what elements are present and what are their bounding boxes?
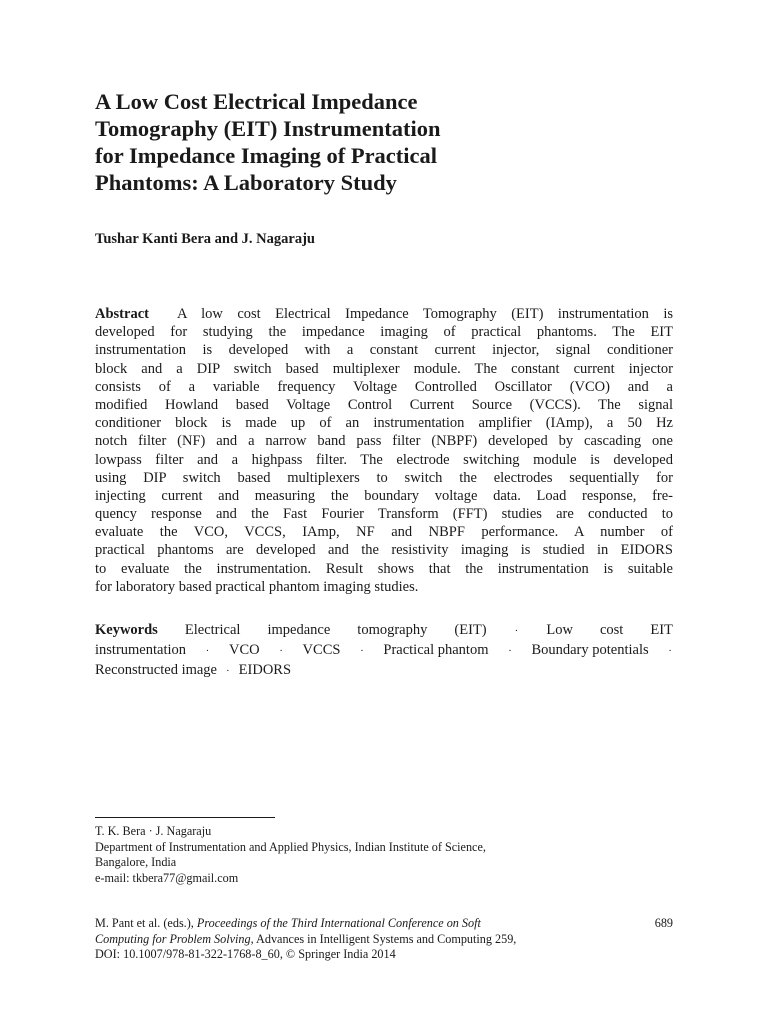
author-list: Tushar Kanti Bera and J. Nagaraju <box>95 231 315 247</box>
keyword-separator: · <box>226 665 230 677</box>
title-line: Phantoms: A Laboratory Study <box>95 170 397 195</box>
citation-series-rest: , Advances in Intelligent Systems and Computing 259, <box>250 931 517 946</box>
title-line: A Low Cost Electrical Impedance <box>95 89 418 114</box>
keyword-separator: · <box>514 625 519 637</box>
keyword-separator: · <box>508 645 512 657</box>
page-number: 689 <box>654 916 673 930</box>
keyword-word: Practical phantom <box>383 642 489 658</box>
citation-line <box>95 916 673 932</box>
keyword-word: cost <box>599 622 624 638</box>
keywords-line <box>95 640 673 660</box>
abstract <box>95 305 673 596</box>
keyword-word: EIDORS <box>238 662 292 678</box>
abstract-line: injecting current and measuring the boundary voltage data. Load response, fre- <box>95 487 673 504</box>
abstract-first-line: A low cost Electrical Impedance Tomography (EIT) instrumentation is <box>177 306 673 322</box>
abstract-heading: Abstract <box>95 306 149 322</box>
abstract-line: modified Howland based Voltage Control Current Source (VCCS). The signal <box>95 396 673 413</box>
keyword-word: tomography <box>357 622 428 638</box>
abstract-line: practical phantoms are developed and the resistivity imaging is studied in EIDORS <box>95 542 673 559</box>
keyword-separator: · <box>668 645 672 657</box>
citation-line <box>95 932 673 948</box>
abstract-line: consists of a variable frequency Voltage Controlled Oscillator (VCO) and a <box>95 378 673 395</box>
citation-series-title: Computing for Problem Solving <box>95 931 251 946</box>
keyword-word: EIT <box>650 622 673 638</box>
paper-title <box>95 88 715 196</box>
title-line: Tomography (EIT) Instrumentation <box>95 116 441 141</box>
keyword-word: Low <box>546 622 573 638</box>
footnote-line: Bangalore, India <box>95 855 177 869</box>
keyword-separator: · <box>205 645 210 657</box>
keyword-word: impedance <box>267 622 331 638</box>
abstract-line: lowpass filter and a highpass filter. The electrode switching module is developed <box>95 451 673 468</box>
footnote-line: e-mail: tkbera77@gmail.com <box>95 870 239 885</box>
keyword-word: Reconstructed image <box>95 662 217 678</box>
abstract-line: developed for studying the impedance imaging of practical phantoms. The EIT <box>95 324 673 341</box>
keywords-heading: Keywords <box>95 622 158 638</box>
abstract-line: notch filter (NF) and a narrow band pass filter (NBPF) developed by cascading one <box>95 433 673 450</box>
abstract-line: conditioner block is made up of an instrumentation amplifier (IAmp), a 50 Hz <box>95 415 673 432</box>
footnote-line: Department of Instrumentation and Applied Physics, Indian Institute of Science, <box>95 839 486 854</box>
keyword-word: Electrical <box>184 622 241 638</box>
abstract-line: using DIP switch based multiplexers to switch the electrodes sequentially for <box>95 469 673 486</box>
footnote-line: T. K. Bera · J. Nagaraju <box>95 824 212 838</box>
abstract-line: block and a DIP switch based multiplexer module. The constant current injector <box>95 360 673 377</box>
title-line: for Impedance Imaging of Practical <box>95 143 438 168</box>
abstract-line <box>95 305 673 323</box>
affiliation-footnote <box>95 824 673 886</box>
keyword-word: VCCS <box>302 642 341 658</box>
citation-editors: M. Pant et al. (eds.), <box>95 916 197 930</box>
citation-proceedings: Proceedings of the Third International Conference on Soft <box>196 916 481 930</box>
abstract-line: for laboratory based practical phantom imaging studies. <box>95 578 419 595</box>
keyword-separator: · <box>360 645 364 657</box>
keyword-word: (EIT) <box>454 622 487 638</box>
keywords <box>95 620 673 680</box>
keyword-word: instrumentation <box>95 642 187 658</box>
abstract-line: to evaluate the instrumentation. Result shows that the instrumentation is suitable <box>95 560 673 577</box>
keyword-word: VCO <box>228 642 260 658</box>
keywords-line <box>95 660 673 680</box>
citation-footer <box>95 916 673 963</box>
abstract-line: instrumentation is developed with a constant current injector, signal conditioner <box>95 342 673 359</box>
footnote-rule <box>95 817 275 818</box>
abstract-line: quency response and the Fast Fourier Transform (FFT) studies are conducted to <box>95 506 673 523</box>
keyword-separator: · <box>279 645 283 657</box>
abstract-line: evaluate the VCO, VCCS, IAmp, NF and NBPF performance. A number of <box>95 524 673 541</box>
keyword-word: Boundary potentials <box>531 642 649 658</box>
citation-doi: DOI: 10.1007/978-81-322-1768-8_60, © Springer India 2014 <box>95 947 396 961</box>
citation-first-part <box>95 916 481 932</box>
keywords-line <box>95 620 673 640</box>
